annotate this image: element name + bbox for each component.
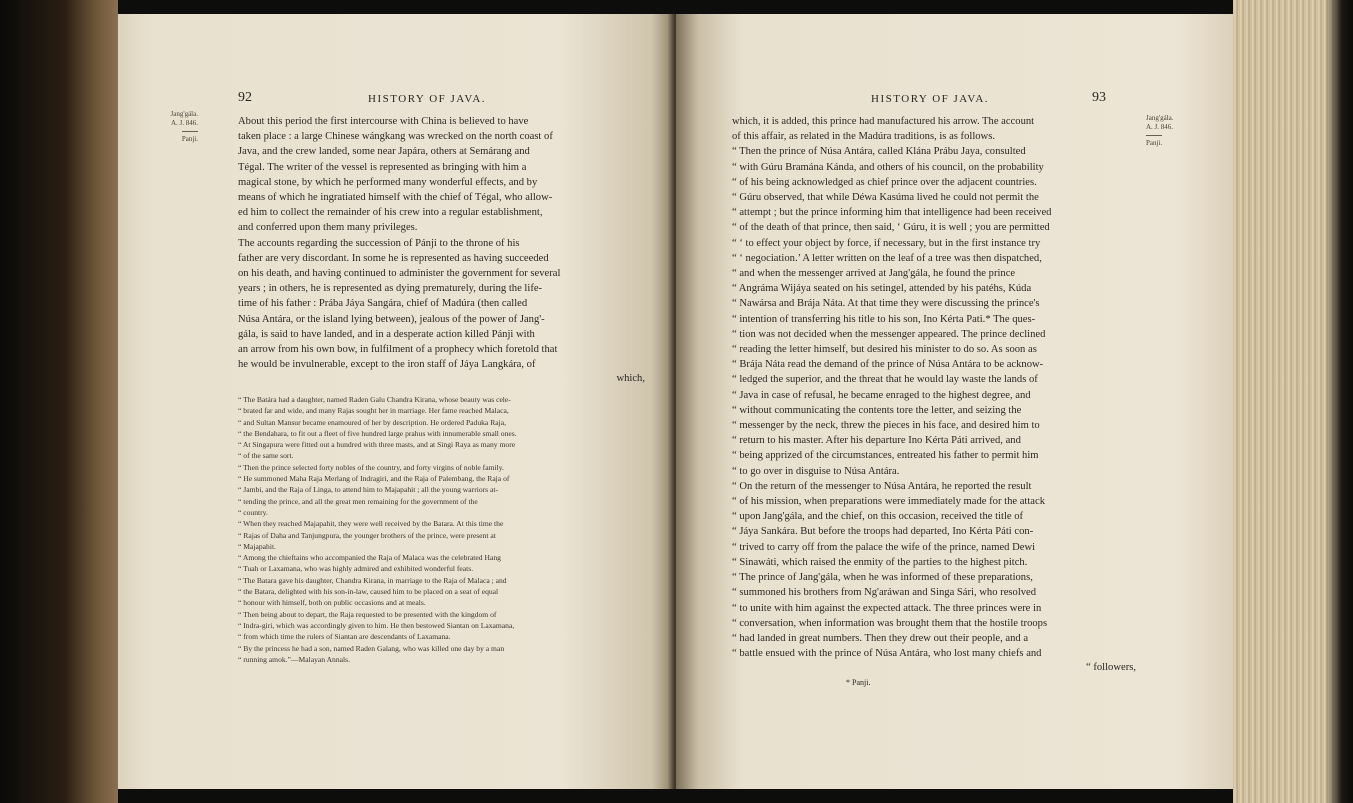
text-line: “ Jáya Sankára. But before the troops had departed, Ino Kérta Páti con- [732, 526, 1034, 538]
text-line: “ The Batara gave his daughter, Chandra Kirana, in marriage to the Raja of Malaca ; and [238, 575, 507, 585]
text-line: “ of the same sort. [238, 451, 294, 461]
text-line: “ ledged the superior, and the threat that he would lay waste the lands of [732, 374, 1038, 386]
text-line: “ battle ensued with the prince of Núsa Antára, who lost many chiefs and [732, 648, 1042, 660]
text-line: “ On the return of the messenger to Núsa Antára, he reported the result [732, 480, 1032, 492]
text-line: “ and Sultan Mansur became enamoured of her by description. He ordered Paduka Raja, [238, 417, 507, 427]
text-line: “ When they reached Majapahit, they were well received by the Batara. At this time the [238, 519, 504, 529]
text-line: “ to unite with him against the expected attack. The three princes were in [732, 602, 1042, 614]
catchword: “ followers, [1085, 662, 1136, 673]
text-line: “ Then the prince selected forty nobles of the country, and forty virgins of noble family. [238, 462, 504, 472]
text-line: “ honour with himself, both on public occasions and at meals. [238, 598, 426, 608]
text-line: “ of his mission, when preparations were immediately made for the attack [732, 496, 1046, 508]
text-line: which, it is added, this prince had manufactured his arrow. The account [732, 116, 1035, 127]
text-line: Núsa Antára, or the island lying between), jealous of the power of Jang'- [238, 313, 545, 325]
book-left-edge [0, 0, 118, 803]
text-line: and conferred upon them many privileges. [238, 222, 418, 234]
text-line: “ He summoned Maha Raja Merlang of Indragiri, and the Raja of Palembang, the Raja of [238, 474, 510, 484]
text-line: “ brated far and wide, and many Rajas sought her in marriage. Her fame reached Malaca, [238, 406, 509, 416]
text-line: “ tending the prince, and all the great men remaining for the government of the [238, 496, 478, 506]
text-line: “ the Bendahara, to fit out a fleet of five hundred large prahus with innumerable small ones. [238, 428, 517, 438]
left-page [118, 14, 674, 789]
text-line: “ from which time the rulers of Siantan are descendants of Laxamana. [238, 632, 451, 642]
text-line: “ Tuah or Laxamana, who was highly admired and exhibited wonderful feats. [238, 564, 474, 574]
text-line: “ Among the chieftains who accompanied the Raja of Malaca was the celebrated Hang [238, 553, 501, 563]
text-line: “ Indra-giri, which was accordingly given to him. He then bestowed Siantan on Laxamana, [238, 620, 515, 630]
text-line: of this affair, as related in the Madúra traditions, is as follows. [732, 131, 995, 143]
page-number: 92 [238, 90, 252, 105]
margin-note: Jang'gála. A. J. 846. Panji. [1146, 114, 1174, 147]
text-line: “ of the death of that prince, then said, ‘ Gúru, it is well ; you are permitted [732, 222, 1050, 234]
text-line: “ The Batára had a daughter, named Raden Galu Chandra Kirana, whose beauty was cele- [238, 395, 511, 404]
text-line: The accounts regarding the succession of Pánji to the throne of his [238, 237, 520, 249]
body-text [238, 114, 645, 372]
margin-note: Jang'gála. A. J. 846. Panji. [170, 110, 198, 143]
text-line: “ Gúru observed, that while Déwa Kasúma lived he could not permit the [732, 192, 1039, 204]
catchword: which, [616, 373, 645, 384]
text-line: “ trived to carry off from the palace the wife of the prince, named Dewi [732, 541, 1036, 553]
text-line: “ had landed in great numbers. Then they drew out their people, and a [732, 632, 1029, 644]
text-line: Java, and the crew landed, some near Japára, others at Semárang and [238, 146, 530, 158]
text-line: “ messenger by the neck, threw the pieces in his face, and desired him to [732, 420, 1040, 432]
text-line: time of his father : Prába Jáya Sangára, chief of Madúra (then called [238, 298, 528, 310]
text-line: “ country. [238, 507, 268, 517]
book-right-edge [1233, 0, 1353, 803]
text-line: years ; in others, he is represented as dying prematurely, during the life- [238, 283, 543, 295]
text-line: means of which he ingratiated himself with the chief of Tégal, who allow- [238, 192, 553, 204]
text-line: “ attempt ; but the prince informing him that intelligence had been received [732, 207, 1052, 219]
text-line: “ ‘ negociation.’ A letter written on the leaf of a tree was then dispatched, [732, 252, 1042, 264]
text-line: “ Jambi, and the Raja of Linga, to attend him to Majapahit ; all the young warriors at- [238, 485, 499, 495]
text-line: “ summoned his brothers from Ng'aráwan and Singa Sári, who resolved [732, 587, 1037, 599]
running-head: HISTORY OF JAVA. [871, 93, 990, 105]
text-line: he would be invulnerable, except to the iron staff of Jáya Langkára, of [238, 359, 536, 371]
right-page [676, 14, 1234, 789]
text-line: “ Nawársa and Brája Náta. At that time they were discussing the prince's [732, 298, 1040, 310]
text-line: father are very discordant. In some he is represented as having succeeded [238, 252, 549, 264]
body-text [732, 114, 1136, 661]
text-line: “ tion was not decided when the messenger appeared. The prince declined [732, 328, 1046, 340]
text-line: “ reading the letter himself, but desired his minister to do so. As soon as [732, 344, 1037, 356]
text-line: Tégal. The writer of the vessel is represented as bringing with him a [238, 161, 527, 173]
text-line: taken place : a large Chinese wángkang was wrecked on the north coast of [238, 131, 553, 143]
text-line: “ without communicating the contents tore the letter, and seizing the [732, 404, 1022, 416]
text-line: “ Majapahit. [238, 541, 276, 551]
text-line: “ At Singapura were fitted out a hundred with three masts, and at Singi Raya as many more [238, 440, 516, 450]
text-line: gála, is said to have landed, and in a desperate action killed Pánji with [238, 328, 535, 340]
text-line: “ and when the messenger arrived at Jang'gála, he found the prince [732, 268, 1016, 280]
text-line: “ to go over in disguise to Núsa Antára. [732, 465, 900, 477]
text-line: ed him to collect the remainder of his crew into a regular establishment, [238, 207, 543, 219]
text-line: “ upon Jang'gála, and the chief, on this occasion, received the title of [732, 511, 1024, 523]
text-line: an arrow from his own bow, in fulfilment of a prophecy which foretold that [238, 344, 558, 356]
text-line: “ The prince of Jang'gála, when he was informed of these preparations, [732, 572, 1033, 584]
text-line: “ return to his master. After his departure Ino Kérta Páti arrived, and [732, 435, 1021, 447]
text-line: “ of his being acknowledged as chief prince over the adjacent countries. [732, 176, 1037, 188]
running-head: HISTORY OF JAVA. [368, 93, 487, 105]
text-line: “ Rajas of Daha and Tanjungpura, the younger brothers of the prince, were present at [238, 530, 496, 540]
text-line: “ conversation, when information was brought them that the hostile troops [732, 617, 1048, 629]
text-line: “ Then being about to depart, the Raja requested to be presented with the kingdom of [238, 609, 497, 619]
text-line: on his death, and having continued to administer the government for several [238, 268, 561, 280]
text-line: “ intention of transferring his title to his son, Ino Kérta Pati.* The ques- [732, 313, 1036, 325]
text-line: “ ‘ to effect your object by force, if necessary, but in the first instance try [732, 237, 1041, 249]
text-line: “ By the princess he had a son, named Raden Galang, who was killed one day by a man [238, 643, 505, 653]
footnote [238, 394, 648, 665]
text-line: About this period the first intercourse with China is believed to have [238, 116, 529, 127]
text-line: “ Sinawáti, which raised the enmity of the parties to the highest pitch. [732, 556, 1028, 568]
footnote: * Panji. [846, 678, 871, 687]
text-line: “ with Gúru Bramána Kánda, and others of his council, on the probability [732, 161, 1044, 173]
text-line: “ Angráma Wijáya seated on his setingel, attended by his patéhs, Kúda [732, 283, 1032, 295]
text-line: “ Then the prince of Núsa Antára, called Klána Prábu Jaya, consulted [732, 146, 1026, 158]
text-line: “ running amok.”—Malayan Annals. [238, 654, 350, 664]
text-line: “ being apprized of the circumstances, entreated his father to permit him [732, 450, 1039, 462]
page-number: 93 [1092, 90, 1106, 105]
text-line: magical stone, by which he performed many wonderful effects, and by [238, 176, 538, 188]
text-line: “ the Batara, delighted with his son-in-law, caused him to be placed on a seat of equal [238, 587, 499, 597]
text-line: “ Java in case of refusal, he became enraged to the highest degree, and [732, 389, 1031, 401]
text-line: “ Brája Náta read the demand of the prince of Núsa Antára to be acknow- [732, 359, 1044, 371]
